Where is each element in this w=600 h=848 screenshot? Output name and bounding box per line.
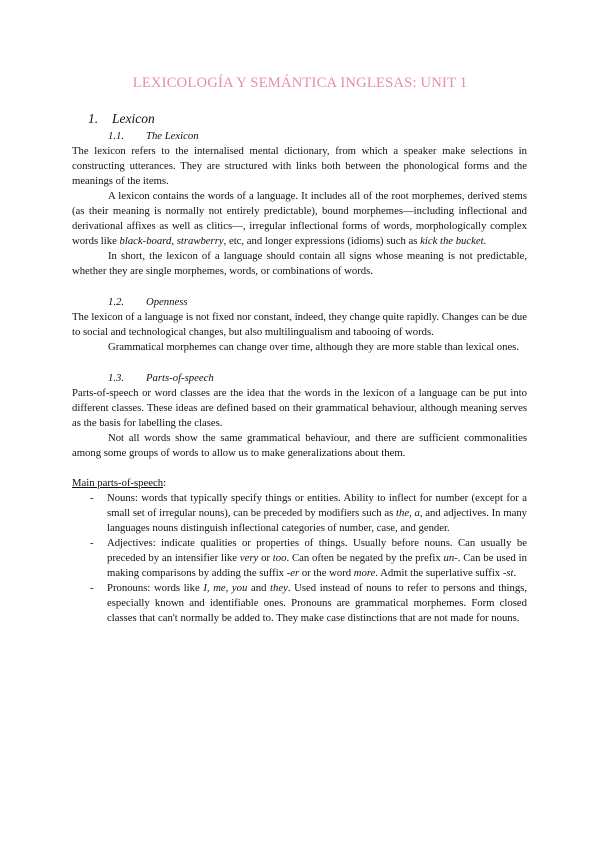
text-run: and bbox=[247, 582, 271, 594]
text-run: : bbox=[163, 477, 167, 489]
example-term: strawberry bbox=[176, 235, 224, 247]
paragraph: Not all words show the same grammatical behaviour, and there are sufficient commonalities among some groups of words to allow us to make generalizations about them. bbox=[72, 432, 527, 459]
dash-bullet: - bbox=[90, 537, 94, 549]
paragraph: In short, the lexicon of a language should contain all signs whose meaning is not predictable, whether they are single morphemes, words, or combinations of words. bbox=[72, 250, 527, 277]
text-run: . bbox=[483, 235, 487, 247]
text-run: . bbox=[513, 567, 517, 579]
example-term: -er bbox=[286, 567, 300, 579]
paragraph: The lexicon refers to the internalised mental dictionary, from which a speaker make selections in constructing utterances. They are structured with links both between the phonological forms and the meanings of the items. bbox=[72, 145, 527, 187]
example-term: black-board bbox=[119, 235, 172, 247]
spacer bbox=[72, 461, 527, 476]
dash-bullet: - bbox=[90, 582, 94, 594]
example-term: they bbox=[270, 582, 288, 594]
section-number: 1. bbox=[88, 111, 99, 126]
example-term: I, me, you bbox=[203, 582, 248, 594]
text-run: or bbox=[258, 552, 273, 564]
text-run: Nouns: words that typically specify things or entities. Ability to inflect for number (except for a small set of irregular nouns), can be preceded by modifiers such as bbox=[107, 492, 527, 519]
subsection-title: The Lexicon bbox=[146, 130, 199, 142]
paragraph bbox=[72, 189, 527, 249]
subsection-title: Openness bbox=[146, 296, 188, 308]
spacer bbox=[72, 355, 527, 370]
example-term: -st bbox=[502, 567, 514, 579]
example-term: very bbox=[239, 552, 259, 564]
subsection-heading-parts-of-speech bbox=[108, 371, 527, 386]
text-run: A lexicon contains the words of a language. It includes all of the root morphemes, derived stems (as their meaning is normally not entirely predictable), bound morphemes—including inflectional and derivational affixes as well as clitics—, irregular inflectional forms of words, morphologically complex words like bbox=[72, 190, 527, 247]
example-term: more bbox=[353, 567, 376, 579]
text-run: . Admit the superlative suffix bbox=[375, 567, 503, 579]
text-run: Pronouns: words like bbox=[107, 582, 204, 594]
subsection-heading-the-lexicon bbox=[108, 129, 527, 144]
example-term: too bbox=[272, 552, 287, 564]
text-run: . Used instead of nouns to refer to persons and things, especially known and identifiable ones. Pronouns are grammatical morphemes. Form closed classes that can't normally be added to. They make case distinctions that are not made for nouns. bbox=[107, 582, 528, 624]
example-term: the, a bbox=[396, 507, 420, 519]
subsection-number: 1.1. bbox=[108, 130, 125, 142]
list-item-nouns bbox=[72, 491, 527, 536]
list-item-text bbox=[107, 581, 527, 626]
subsection-number: 1.3. bbox=[108, 372, 125, 384]
section-heading-lexicon bbox=[88, 110, 527, 128]
text-run: . Can often be negated by the prefix bbox=[286, 552, 444, 564]
dash-bullet: - bbox=[90, 492, 94, 504]
text-run: Adjectives: indicate qualities or properties of things. Usually before nouns. Can usually be preceded by an intensifier like bbox=[107, 537, 527, 564]
paragraph: The lexicon of a language is not fixed nor constant, indeed, they change quite rapidly. Changes can be due to social and technological changes, but also multilingualism and tabooing of words. bbox=[72, 311, 527, 338]
main-parts-of-speech-heading bbox=[72, 476, 527, 491]
paragraph: Grammatical morphemes can change over time, although they are more stable than lexical ones. bbox=[108, 341, 520, 353]
list-item-text bbox=[107, 491, 527, 536]
text-run: , bbox=[171, 235, 177, 247]
subsection-heading-openness bbox=[108, 295, 527, 310]
subsection-title: Parts-of-speech bbox=[146, 372, 214, 384]
document-title: LEXICOLOGÍA Y SEMÁNTICA INGLESAS: UNIT 1 bbox=[132, 75, 468, 91]
text-run: , and adjectives. In many languages nouns distinguish inflectional categories of number, case, and gender. bbox=[107, 507, 528, 534]
section-title: Lexicon bbox=[112, 111, 155, 126]
text-run: or the word bbox=[299, 567, 354, 579]
document-body bbox=[72, 110, 527, 626]
parts-of-speech-list bbox=[72, 491, 527, 626]
list-item-pronouns bbox=[72, 581, 527, 626]
text-run: , etc, and longer expressions (idioms) such as bbox=[223, 235, 421, 247]
subsection-number: 1.2. bbox=[108, 296, 125, 308]
spacer bbox=[72, 279, 527, 294]
underlined-heading: Main parts-of-speech bbox=[72, 477, 164, 489]
list-item-adjectives bbox=[72, 536, 527, 581]
text-run: . Can be used in making comparisons by adding the suffix bbox=[107, 552, 527, 579]
list-item-text bbox=[107, 536, 527, 581]
example-term: un- bbox=[443, 552, 458, 564]
example-term: kick the bucket bbox=[420, 235, 484, 247]
paragraph: Parts-of-speech or word classes are the idea that the words in the lexicon of a language can be put into different classes. These ideas are defined based on their grammatical behaviour, although meaning serves as the basis for labelling the clases. bbox=[72, 387, 527, 429]
